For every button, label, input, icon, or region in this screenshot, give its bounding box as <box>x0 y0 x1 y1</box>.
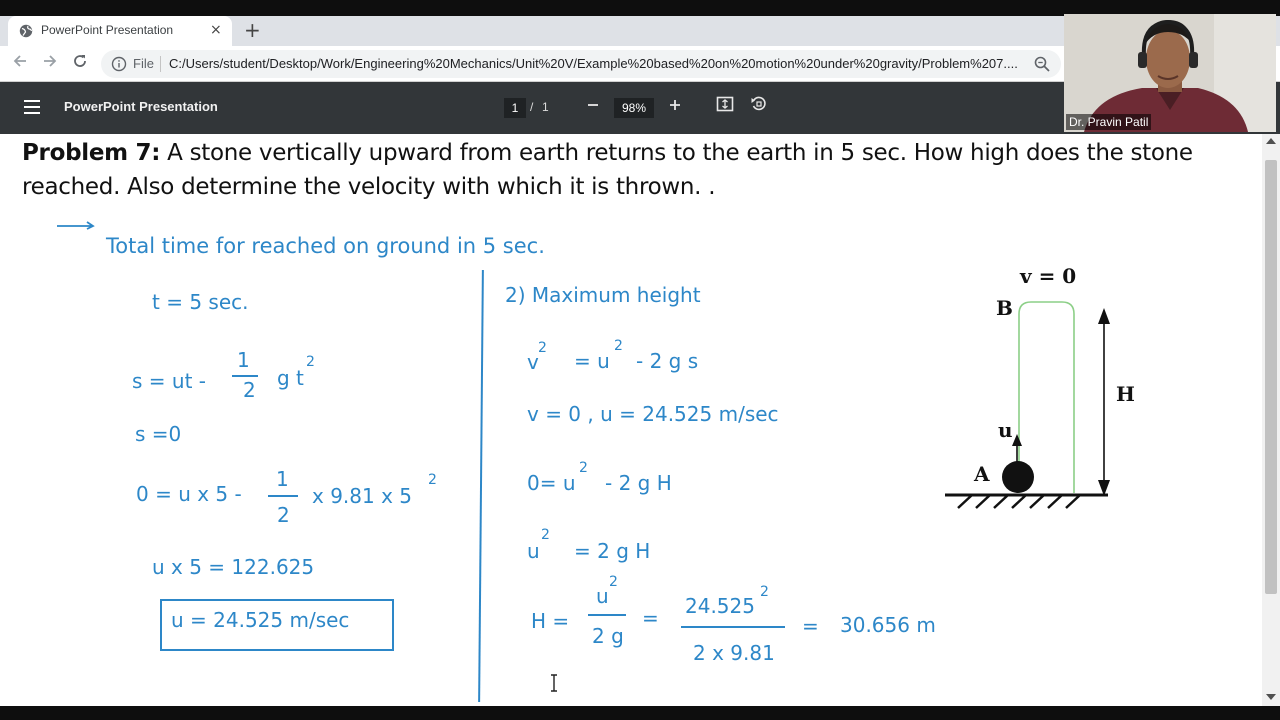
problem-statement <box>22 136 1252 204</box>
r-eq3-sup: 2 <box>541 527 550 543</box>
eq2-rhs: x 9.81 x 5 <box>312 484 412 508</box>
diagram-b-label: B <box>996 296 1013 320</box>
reload-icon <box>72 53 88 69</box>
page-number-input[interactable]: 1 <box>504 98 526 118</box>
vertical-scrollbar[interactable] <box>1262 134 1280 706</box>
r-eq1-sup2: 2 <box>614 338 623 354</box>
diagram-u-label: u <box>998 418 1013 442</box>
height-numerator: u <box>596 584 609 608</box>
time-given: t = 5 sec. <box>152 290 249 314</box>
projectile-diagram <box>912 258 1172 528</box>
arrow-right-icon <box>56 220 96 232</box>
diagram-h-label: H <box>1116 382 1135 406</box>
eq2-numerator: 1 <box>276 467 289 491</box>
back-arrow-icon <box>12 53 28 69</box>
r-eq2-b: - 2 g H <box>605 471 672 495</box>
height-numerator-sup: 2 <box>609 574 618 590</box>
r-condition: v = 0 , u = 24.525 m/sec <box>527 402 779 426</box>
plus-icon <box>668 98 682 112</box>
address-separator <box>160 56 161 72</box>
fraction-bar <box>588 614 626 616</box>
pdf-document-title: PowerPoint Presentation <box>64 99 218 114</box>
r-eq3-a: u <box>527 539 540 563</box>
eq1-denominator: 2 <box>243 378 256 402</box>
page-separator: / <box>530 100 534 114</box>
r-eq1-v: v <box>527 350 539 374</box>
fraction-bar <box>268 495 298 497</box>
scroll-up-arrow-icon[interactable] <box>1266 138 1276 144</box>
minus-icon <box>586 98 600 112</box>
problem-label: Problem 7: <box>22 140 161 166</box>
diagram-a-label: A <box>974 462 990 486</box>
menu-hamburger-icon[interactable] <box>24 100 40 114</box>
height-label: H = <box>531 609 570 633</box>
forward-button[interactable] <box>40 53 60 74</box>
height-denominator-value: 2 x 9.81 <box>693 641 775 665</box>
height-denominator: 2 g <box>592 624 624 648</box>
intro-note: Total time for reached on ground in 5 sec. <box>106 234 545 258</box>
zoom-level-input[interactable]: 98% <box>614 98 654 118</box>
eq1-numerator: 1 <box>237 348 250 372</box>
url-text[interactable]: C:/Users/student/Desktop/Work/Engineering%20Mechanics/Unit%20V/Example%20based%20on%20motion%20under%20gravity/Problem%207.... <box>169 56 1018 71</box>
problem-line-2: reached. Also determine the velocity with which it is thrown. . <box>22 174 716 200</box>
zoom-in-button[interactable] <box>664 95 686 119</box>
velocity-answer: u = 24.525 m/sec <box>171 608 350 632</box>
browser-tab[interactable] <box>8 16 232 46</box>
r-eq1-c: - 2 g s <box>636 349 699 373</box>
zoom-magnifier-icon[interactable] <box>1033 55 1051 73</box>
r-eq1-b: = u <box>574 349 610 373</box>
eq3: u x 5 = 122.625 <box>152 555 315 579</box>
eq2-left: 0 = u x 5 - <box>136 482 242 506</box>
eq1-exponent: 2 <box>306 354 315 370</box>
equals-sign: = <box>802 614 819 638</box>
text-cursor-icon <box>548 674 560 692</box>
fraction-bar <box>681 626 785 628</box>
fraction-bar <box>232 375 258 377</box>
max-height-heading: 2) Maximum height <box>505 283 701 307</box>
pdf-page <box>0 134 1262 706</box>
r-eq2-a: 0= u <box>527 471 576 495</box>
rotate-icon <box>750 95 768 113</box>
r-eq2-sup: 2 <box>579 460 588 476</box>
info-icon[interactable] <box>111 56 127 72</box>
r-eq3-b: = 2 g H <box>574 539 651 563</box>
tab-title: PowerPoint Presentation <box>41 23 174 37</box>
column-divider <box>478 270 484 702</box>
height-numerator-value-sup: 2 <box>760 584 769 600</box>
file-scheme-label: File <box>133 56 154 71</box>
problem-line-1: A stone vertically upward from earth returns to the earth in 5 sec. How high does the stone <box>167 140 1193 166</box>
window-bottom-strip <box>0 706 1280 720</box>
zoom-out-button[interactable] <box>582 95 604 119</box>
equals-sign: = <box>642 606 659 630</box>
height-numerator-value: 24.525 <box>685 594 755 618</box>
eq2-denominator: 2 <box>277 503 290 527</box>
eq1-left: s = ut - <box>132 369 206 393</box>
tab-close-button[interactable]: × <box>210 22 222 38</box>
globe-icon <box>19 24 33 38</box>
forward-arrow-icon <box>42 53 58 69</box>
diagram-v-label: v = 0 <box>1020 264 1077 288</box>
scroll-down-arrow-icon[interactable] <box>1266 694 1276 700</box>
fit-page-button[interactable] <box>714 95 736 119</box>
reload-button[interactable] <box>70 53 90 74</box>
new-tab-button[interactable]: + <box>244 18 261 42</box>
rotate-button[interactable] <box>748 95 770 120</box>
back-button[interactable] <box>10 53 30 74</box>
page-total: 1 <box>542 100 549 114</box>
eq1-rhs: g t <box>277 366 304 390</box>
scrollbar-thumb[interactable] <box>1265 160 1277 594</box>
s-zero: s =0 <box>135 422 182 446</box>
eq2-exponent: 2 <box>428 472 437 488</box>
height-result: 30.656 m <box>840 613 936 637</box>
fit-to-page-icon <box>716 96 734 112</box>
r-eq1-sup: 2 <box>538 340 547 356</box>
presenter-name: Dr. Pravin Patil <box>1066 114 1151 130</box>
address-bar[interactable] <box>101 50 1061 78</box>
